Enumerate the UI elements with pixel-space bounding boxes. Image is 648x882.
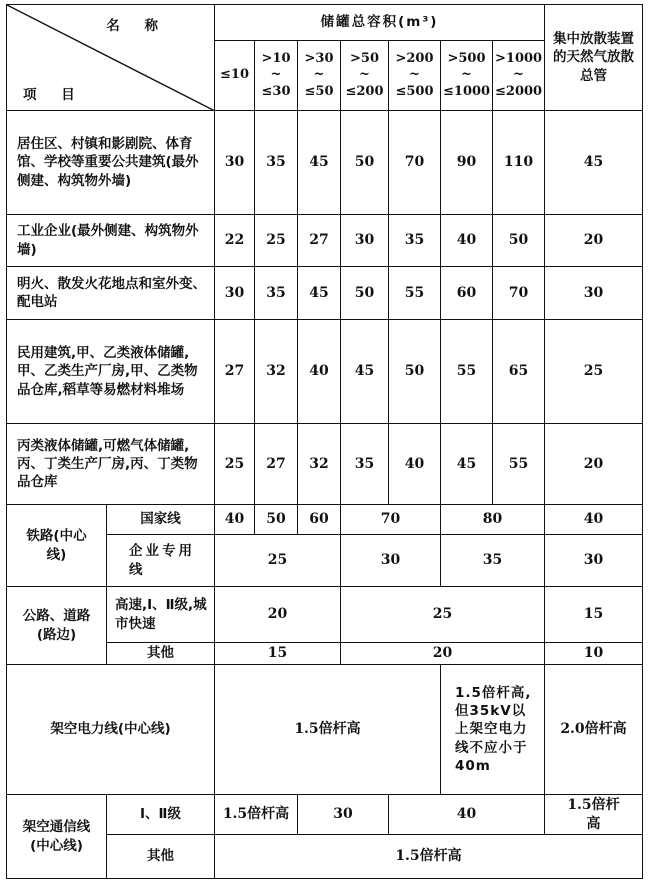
value-cell: 20 <box>341 643 545 665</box>
value-cell: 55 <box>493 424 545 505</box>
value-cell: 40 <box>389 424 441 505</box>
value-cell: 40 <box>441 215 493 267</box>
value-cell: 30 <box>341 535 441 587</box>
table-row <box>7 587 643 643</box>
power-label: 架空电力线(中心线) <box>7 665 215 795</box>
value-cell: 35 <box>441 535 545 587</box>
vent-cell: 1.5倍杆高 <box>545 795 643 835</box>
range-header: >30 ~ ≤50 <box>298 41 341 111</box>
value-cell: 1.5倍杆高 <box>215 835 643 879</box>
value-cell: 50 <box>493 215 545 267</box>
value-cell: 45 <box>441 424 493 505</box>
table-row <box>7 424 643 505</box>
value-cell: 40 <box>389 795 545 835</box>
row-label: 丙类液体储罐,可燃气体储罐,丙、丁类生产厂房,丙、丁类物品仓库 <box>7 424 215 505</box>
value-cell: 35 <box>255 111 298 215</box>
row-label: 明火、散发火花地点和室外变、配电站 <box>7 267 215 320</box>
value-cell: 25 <box>255 215 298 267</box>
value-cell: 1.5倍杆高 <box>215 665 441 795</box>
table-row <box>7 505 643 535</box>
value-cell: 70 <box>341 505 441 535</box>
value-cell: 27 <box>298 215 341 267</box>
comm-label: 架空通信线(中心线) <box>7 795 107 879</box>
table-row <box>7 795 643 835</box>
value-cell: 15 <box>215 643 341 665</box>
range-header: >200 ~ ≤500 <box>389 41 441 111</box>
value-cell: 50 <box>255 505 298 535</box>
vent-cell: 10 <box>545 643 643 665</box>
table-row <box>7 665 643 795</box>
value-cell: 60 <box>298 505 341 535</box>
value-cell: 35 <box>389 215 441 267</box>
value-cell: 30 <box>215 111 255 215</box>
range-header: >10 ~ ≤30 <box>255 41 298 111</box>
value-cell: 22 <box>215 215 255 267</box>
value-cell: 40 <box>215 505 255 535</box>
value-cell: 90 <box>441 111 493 215</box>
volume-header: 储罐总容积(m³) <box>215 5 545 41</box>
value-cell: 55 <box>389 267 441 320</box>
table-row <box>7 111 643 215</box>
vent-cell: 20 <box>545 424 643 505</box>
spacing-table-container <box>6 4 642 878</box>
value-cell: 35 <box>341 424 389 505</box>
value-cell: 50 <box>341 267 389 320</box>
railway-label: 铁路(中心线) <box>7 505 107 587</box>
value-cell: 27 <box>215 320 255 424</box>
range-header: >50 ~ ≤200 <box>341 41 389 111</box>
value-cell: 80 <box>441 505 545 535</box>
vent-header: 集中放散装置的天然气放散总管 <box>545 5 643 111</box>
value-cell: 45 <box>298 267 341 320</box>
value-cell: 50 <box>389 320 441 424</box>
item-label: 项 目 <box>23 86 85 103</box>
vent-cell: 30 <box>545 267 643 320</box>
value-cell: 55 <box>441 320 493 424</box>
value-cell: 20 <box>215 587 341 643</box>
road-highway-label: 高速,Ⅰ、Ⅱ级,城市快速 <box>107 587 215 643</box>
table-row <box>7 215 643 267</box>
table-row <box>7 320 643 424</box>
value-cell: 27 <box>255 424 298 505</box>
vent-cell: 25 <box>545 320 643 424</box>
value-cell: 32 <box>298 424 341 505</box>
vent-cell: 40 <box>545 505 643 535</box>
value-cell: 30 <box>298 795 389 835</box>
range-header: >1000 ~ ≤2000 <box>493 41 545 111</box>
value-cell: 32 <box>255 320 298 424</box>
value-cell: 25 <box>341 587 545 643</box>
value-cell: 70 <box>493 267 545 320</box>
vent-cell: 45 <box>545 111 643 215</box>
value-cell: 30 <box>341 215 389 267</box>
comm-other-label: 其他 <box>107 835 215 879</box>
vent-cell: 20 <box>545 215 643 267</box>
table-row <box>7 267 643 320</box>
road-label: 公路、道路(路边) <box>7 587 107 665</box>
value-cell: 30 <box>215 267 255 320</box>
diagonal-header-cell <box>7 5 215 111</box>
value-cell: 110 <box>493 111 545 215</box>
value-cell: 25 <box>215 424 255 505</box>
row-label: 居住区、村镇和影剧院、体育馆、学校等重要公共建筑(最外侧建、构筑物外墙) <box>7 111 215 215</box>
road-other-label: 其他 <box>107 643 215 665</box>
value-cell: 50 <box>341 111 389 215</box>
row-label: 民用建筑,甲、乙类液体储罐,甲、乙类生产厂房,甲、乙类物品仓库,稻草等易燃材料堆场 <box>7 320 215 424</box>
value-cell: 45 <box>341 320 389 424</box>
value-cell: 25 <box>215 535 341 587</box>
range-header: >500 ~ ≤1000 <box>441 41 493 111</box>
vent-cell: 30 <box>545 535 643 587</box>
comm-grade-label: Ⅰ、Ⅱ级 <box>107 795 215 835</box>
name-label: 名 称 <box>106 18 168 34</box>
railway-enterprise-label: 企业专用线 <box>107 535 215 587</box>
range-header: ≤10 <box>215 41 255 111</box>
row-label: 工业企业(最外侧建、构筑物外墙) <box>7 215 215 267</box>
value-cell: 70 <box>389 111 441 215</box>
vent-cell: 2.0倍杆高 <box>545 665 643 795</box>
value-cell: 65 <box>493 320 545 424</box>
value-cell: 1.5倍杆高,但35kV以上架空电力线不应小于40m <box>441 665 545 795</box>
railway-national-label: 国家线 <box>107 505 215 535</box>
value-cell: 1.5倍杆高 <box>215 795 298 835</box>
vent-cell: 15 <box>545 587 643 643</box>
value-cell: 35 <box>255 267 298 320</box>
spacing-table <box>6 4 643 879</box>
value-cell: 60 <box>441 267 493 320</box>
value-cell: 45 <box>298 111 341 215</box>
value-cell: 40 <box>298 320 341 424</box>
